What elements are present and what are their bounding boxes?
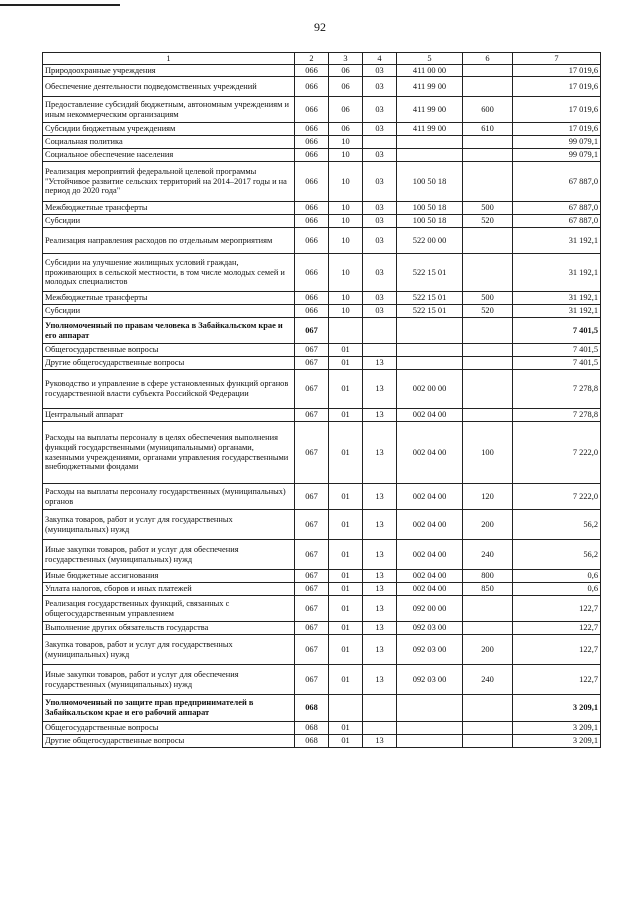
row-name: Иные бюджетные ассигнования bbox=[43, 570, 295, 583]
ministry-code: 067 bbox=[295, 409, 329, 422]
section-code: 01 bbox=[329, 484, 363, 510]
ministry-code: 067 bbox=[295, 596, 329, 622]
subsection-code bbox=[363, 136, 397, 149]
table-row bbox=[43, 149, 601, 162]
target-article-code bbox=[397, 695, 463, 722]
table-row bbox=[43, 123, 601, 136]
expense-type-code: 100 bbox=[463, 422, 513, 484]
table-row bbox=[43, 215, 601, 228]
target-article-code: 100 50 18 bbox=[397, 202, 463, 215]
row-name: Уплата налогов, сборов и иных платежей bbox=[43, 583, 295, 596]
ministry-code: 067 bbox=[295, 422, 329, 484]
row-name: Социальная политика bbox=[43, 136, 295, 149]
table-row bbox=[43, 97, 601, 123]
section-code: 01 bbox=[329, 570, 363, 583]
section-code: 01 bbox=[329, 370, 363, 409]
row-name: Субсидии bbox=[43, 215, 295, 228]
amount: 3 209,1 bbox=[513, 695, 601, 722]
row-name: Субсидии bbox=[43, 305, 295, 318]
expense-type-code bbox=[463, 162, 513, 202]
subsection-code: 03 bbox=[363, 97, 397, 123]
column-header: 6 bbox=[463, 53, 513, 65]
amount: 31 192,1 bbox=[513, 254, 601, 292]
ministry-code: 068 bbox=[295, 722, 329, 735]
expense-type-code bbox=[463, 596, 513, 622]
section-code: 01 bbox=[329, 665, 363, 695]
subsection-code: 13 bbox=[363, 596, 397, 622]
section-code: 01 bbox=[329, 540, 363, 570]
ministry-code: 067 bbox=[295, 357, 329, 370]
table-row bbox=[43, 409, 601, 422]
target-article-code bbox=[397, 318, 463, 344]
expense-type-code bbox=[463, 228, 513, 254]
subsection-code: 13 bbox=[363, 357, 397, 370]
row-name: Иные закупки товаров, работ и услуг для обеспечения государственных (муниципальных) нужд bbox=[43, 540, 295, 570]
subsection-code: 03 bbox=[363, 65, 397, 77]
table-row bbox=[43, 722, 601, 735]
amount: 122,7 bbox=[513, 635, 601, 665]
subsection-code: 13 bbox=[363, 635, 397, 665]
amount: 122,7 bbox=[513, 665, 601, 695]
section-code: 01 bbox=[329, 735, 363, 748]
expense-type-code: 240 bbox=[463, 540, 513, 570]
expense-type-code bbox=[463, 149, 513, 162]
section-code: 10 bbox=[329, 305, 363, 318]
table-row bbox=[43, 422, 601, 484]
expense-type-code bbox=[463, 344, 513, 357]
expense-type-code: 240 bbox=[463, 665, 513, 695]
section-code: 01 bbox=[329, 635, 363, 665]
subsection-code: 03 bbox=[363, 228, 397, 254]
expense-type-code: 200 bbox=[463, 510, 513, 540]
expense-type-code bbox=[463, 735, 513, 748]
amount: 7 401,5 bbox=[513, 357, 601, 370]
expense-type-code: 610 bbox=[463, 123, 513, 136]
top-rule bbox=[0, 4, 120, 6]
table-row bbox=[43, 622, 601, 635]
row-name: Межбюджетные трансферты bbox=[43, 292, 295, 305]
target-article-code bbox=[397, 735, 463, 748]
subsection-code: 13 bbox=[363, 622, 397, 635]
amount: 17 019,6 bbox=[513, 123, 601, 136]
row-name: Закупка товаров, работ и услуг для государственных (муниципальных) нужд bbox=[43, 635, 295, 665]
amount: 122,7 bbox=[513, 622, 601, 635]
target-article-code: 522 15 01 bbox=[397, 305, 463, 318]
section-code: 06 bbox=[329, 123, 363, 136]
column-header: 5 bbox=[397, 53, 463, 65]
amount: 67 887,0 bbox=[513, 215, 601, 228]
subsection-code: 13 bbox=[363, 570, 397, 583]
section-code: 01 bbox=[329, 422, 363, 484]
subsection-code: 13 bbox=[363, 540, 397, 570]
section-code: 10 bbox=[329, 136, 363, 149]
target-article-code: 002 04 00 bbox=[397, 484, 463, 510]
amount: 99 079,1 bbox=[513, 136, 601, 149]
target-article-code: 002 04 00 bbox=[397, 540, 463, 570]
section-code: 06 bbox=[329, 77, 363, 97]
subsection-code: 03 bbox=[363, 292, 397, 305]
expense-type-code bbox=[463, 318, 513, 344]
amount: 99 079,1 bbox=[513, 149, 601, 162]
subsection-code: 13 bbox=[363, 409, 397, 422]
table-row bbox=[43, 162, 601, 202]
target-article-code bbox=[397, 722, 463, 735]
subsection-code: 03 bbox=[363, 305, 397, 318]
ministry-code: 067 bbox=[295, 635, 329, 665]
amount: 7 278,8 bbox=[513, 409, 601, 422]
column-header: 2 bbox=[295, 53, 329, 65]
target-article-code bbox=[397, 357, 463, 370]
amount: 0,6 bbox=[513, 583, 601, 596]
subsection-code: 13 bbox=[363, 422, 397, 484]
ministry-code: 066 bbox=[295, 149, 329, 162]
ministry-code: 066 bbox=[295, 305, 329, 318]
section-code: 10 bbox=[329, 254, 363, 292]
page-number: 92 bbox=[314, 20, 326, 34]
table-row bbox=[43, 202, 601, 215]
table-row bbox=[43, 635, 601, 665]
expense-type-code bbox=[463, 254, 513, 292]
target-article-code: 522 00 00 bbox=[397, 228, 463, 254]
amount: 7 401,5 bbox=[513, 318, 601, 344]
table-row bbox=[43, 695, 601, 722]
row-name: Расходы на выплаты персоналу государственных (муниципальных) органов bbox=[43, 484, 295, 510]
expense-type-code: 600 bbox=[463, 97, 513, 123]
table-row bbox=[43, 570, 601, 583]
row-name: Другие общегосударственные вопросы bbox=[43, 735, 295, 748]
expense-type-code: 200 bbox=[463, 635, 513, 665]
target-article-code: 100 50 18 bbox=[397, 162, 463, 202]
ministry-code: 066 bbox=[295, 215, 329, 228]
amount: 17 019,6 bbox=[513, 77, 601, 97]
expense-type-code bbox=[463, 65, 513, 77]
subsection-code bbox=[363, 722, 397, 735]
subsection-code: 13 bbox=[363, 735, 397, 748]
subsection-code: 03 bbox=[363, 77, 397, 97]
expense-type-code bbox=[463, 695, 513, 722]
table-row bbox=[43, 357, 601, 370]
ministry-code: 066 bbox=[295, 97, 329, 123]
table-row bbox=[43, 305, 601, 318]
subsection-code bbox=[363, 318, 397, 344]
column-header: 7 bbox=[513, 53, 601, 65]
table-row bbox=[43, 77, 601, 97]
section-code bbox=[329, 318, 363, 344]
table-row bbox=[43, 665, 601, 695]
row-name: Закупка товаров, работ и услуг для государственных (муниципальных) нужд bbox=[43, 510, 295, 540]
amount: 3 209,1 bbox=[513, 722, 601, 735]
row-name: Другие общегосударственные вопросы bbox=[43, 357, 295, 370]
row-name: Субсидии на улучшение жилищных условий граждан, проживающих в сельской местности, в том числе молодых семей и молодых специалистов bbox=[43, 254, 295, 292]
column-header: 4 bbox=[363, 53, 397, 65]
table-row bbox=[43, 484, 601, 510]
row-name: Центральный аппарат bbox=[43, 409, 295, 422]
subsection-code: 13 bbox=[363, 370, 397, 409]
target-article-code bbox=[397, 136, 463, 149]
section-code: 10 bbox=[329, 162, 363, 202]
subsection-code: 13 bbox=[363, 510, 397, 540]
section-code: 06 bbox=[329, 65, 363, 77]
expense-type-code: 500 bbox=[463, 202, 513, 215]
table-row bbox=[43, 370, 601, 409]
target-article-code: 002 00 00 bbox=[397, 370, 463, 409]
expense-type-code bbox=[463, 622, 513, 635]
expense-type-code: 520 bbox=[463, 215, 513, 228]
subsection-code: 03 bbox=[363, 202, 397, 215]
row-name: Уполномоченный по защите прав предпринимателей в Забайкальском крае и его рабочий аппарат bbox=[43, 695, 295, 722]
column-header: 3 bbox=[329, 53, 363, 65]
ministry-code: 067 bbox=[295, 583, 329, 596]
subsection-code: 03 bbox=[363, 123, 397, 136]
section-code: 01 bbox=[329, 510, 363, 540]
amount: 3 209,1 bbox=[513, 735, 601, 748]
ministry-code: 067 bbox=[295, 484, 329, 510]
expense-type-code bbox=[463, 77, 513, 97]
table-row bbox=[43, 596, 601, 622]
expense-type-code bbox=[463, 409, 513, 422]
target-article-code: 092 00 00 bbox=[397, 596, 463, 622]
section-code: 10 bbox=[329, 292, 363, 305]
table-row bbox=[43, 136, 601, 149]
subsection-code: 03 bbox=[363, 149, 397, 162]
subsection-code: 13 bbox=[363, 583, 397, 596]
target-article-code: 092 03 00 bbox=[397, 622, 463, 635]
row-name: Обеспечение деятельности подведомственных учреждений bbox=[43, 77, 295, 97]
table-row bbox=[43, 254, 601, 292]
section-code bbox=[329, 695, 363, 722]
section-code: 06 bbox=[329, 97, 363, 123]
ministry-code: 067 bbox=[295, 318, 329, 344]
row-name: Межбюджетные трансферты bbox=[43, 202, 295, 215]
table-row bbox=[43, 540, 601, 570]
row-name: Социальное обеспечение населения bbox=[43, 149, 295, 162]
target-article-code: 522 15 01 bbox=[397, 292, 463, 305]
subsection-code bbox=[363, 695, 397, 722]
row-name: Общегосударственные вопросы bbox=[43, 344, 295, 357]
ministry-code: 066 bbox=[295, 202, 329, 215]
target-article-code: 002 04 00 bbox=[397, 510, 463, 540]
column-header: 1 bbox=[43, 53, 295, 65]
ministry-code: 067 bbox=[295, 622, 329, 635]
row-name: Общегосударственные вопросы bbox=[43, 722, 295, 735]
amount: 31 192,1 bbox=[513, 305, 601, 318]
ministry-code: 067 bbox=[295, 370, 329, 409]
section-code: 01 bbox=[329, 409, 363, 422]
amount: 122,7 bbox=[513, 596, 601, 622]
row-name: Реализация государственных функций, связанных с общегосударственным управлением bbox=[43, 596, 295, 622]
table-row bbox=[43, 344, 601, 357]
row-name: Руководство и управление в сфере установленных функций органов государственной власти субъекта Российской Федерации bbox=[43, 370, 295, 409]
section-code: 01 bbox=[329, 596, 363, 622]
target-article-code: 522 15 01 bbox=[397, 254, 463, 292]
expense-type-code: 120 bbox=[463, 484, 513, 510]
section-code: 10 bbox=[329, 215, 363, 228]
ministry-code: 067 bbox=[295, 570, 329, 583]
ministry-code: 066 bbox=[295, 162, 329, 202]
subsection-code: 03 bbox=[363, 162, 397, 202]
target-article-code: 411 00 00 bbox=[397, 65, 463, 77]
ministry-code: 066 bbox=[295, 254, 329, 292]
ministry-code: 066 bbox=[295, 136, 329, 149]
row-name: Иные закупки товаров, работ и услуг для обеспечения государственных (муниципальных) нужд bbox=[43, 665, 295, 695]
target-article-code: 002 04 00 bbox=[397, 583, 463, 596]
expense-type-code bbox=[463, 357, 513, 370]
ministry-code: 066 bbox=[295, 123, 329, 136]
table-row bbox=[43, 228, 601, 254]
subsection-code bbox=[363, 344, 397, 357]
row-name: Предоставление субсидий бюджетным, автономным учреждениям и иным некоммерческим организациям bbox=[43, 97, 295, 123]
amount: 7 222,0 bbox=[513, 422, 601, 484]
row-name: Реализация направления расходов по отдельным мероприятиям bbox=[43, 228, 295, 254]
subsection-code: 13 bbox=[363, 484, 397, 510]
expense-type-code: 800 bbox=[463, 570, 513, 583]
ministry-code: 067 bbox=[295, 540, 329, 570]
section-code: 10 bbox=[329, 202, 363, 215]
expense-type-code bbox=[463, 722, 513, 735]
row-name: Выполнение других обязательств государства bbox=[43, 622, 295, 635]
target-article-code: 002 04 00 bbox=[397, 570, 463, 583]
amount: 17 019,6 bbox=[513, 97, 601, 123]
budget-table bbox=[42, 52, 601, 748]
table-row bbox=[43, 65, 601, 77]
subsection-code: 13 bbox=[363, 665, 397, 695]
ministry-code: 066 bbox=[295, 292, 329, 305]
target-article-code: 100 50 18 bbox=[397, 215, 463, 228]
ministry-code: 067 bbox=[295, 510, 329, 540]
ministry-code: 067 bbox=[295, 344, 329, 357]
amount: 56,2 bbox=[513, 540, 601, 570]
ministry-code: 066 bbox=[295, 77, 329, 97]
table-row bbox=[43, 735, 601, 748]
target-article-code: 092 03 00 bbox=[397, 635, 463, 665]
expense-type-code bbox=[463, 370, 513, 409]
target-article-code bbox=[397, 149, 463, 162]
target-article-code: 092 03 00 bbox=[397, 665, 463, 695]
target-article-code bbox=[397, 344, 463, 357]
section-code: 10 bbox=[329, 149, 363, 162]
amount: 67 887,0 bbox=[513, 162, 601, 202]
section-code: 01 bbox=[329, 357, 363, 370]
section-code: 01 bbox=[329, 344, 363, 357]
target-article-code: 411 99 00 bbox=[397, 77, 463, 97]
row-name: Расходы на выплаты персоналу в целях обеспечения выполнения функций государственными (муниципальными) органами, казенными учреждениями, органами управления государственными внебюджетными фондами bbox=[43, 422, 295, 484]
table-row bbox=[43, 292, 601, 305]
target-article-code: 002 04 00 bbox=[397, 422, 463, 484]
section-code: 10 bbox=[329, 228, 363, 254]
expense-type-code: 500 bbox=[463, 292, 513, 305]
ministry-code: 067 bbox=[295, 665, 329, 695]
header-row bbox=[43, 53, 601, 65]
table-row bbox=[43, 583, 601, 596]
section-code: 01 bbox=[329, 622, 363, 635]
amount: 17 019,6 bbox=[513, 65, 601, 77]
amount: 7 278,8 bbox=[513, 370, 601, 409]
target-article-code: 002 04 00 bbox=[397, 409, 463, 422]
amount: 31 192,1 bbox=[513, 292, 601, 305]
subsection-code: 03 bbox=[363, 215, 397, 228]
target-article-code: 411 99 00 bbox=[397, 97, 463, 123]
ministry-code: 066 bbox=[295, 228, 329, 254]
ministry-code: 068 bbox=[295, 735, 329, 748]
amount: 67 887,0 bbox=[513, 202, 601, 215]
amount: 56,2 bbox=[513, 510, 601, 540]
section-code: 01 bbox=[329, 583, 363, 596]
section-code: 01 bbox=[329, 722, 363, 735]
expense-type-code: 520 bbox=[463, 305, 513, 318]
expense-type-code bbox=[463, 136, 513, 149]
amount: 31 192,1 bbox=[513, 228, 601, 254]
ministry-code: 066 bbox=[295, 65, 329, 77]
row-name: Природоохранные учреждения bbox=[43, 65, 295, 77]
expense-type-code: 850 bbox=[463, 583, 513, 596]
amount: 7 401,5 bbox=[513, 344, 601, 357]
amount: 0,6 bbox=[513, 570, 601, 583]
table-row bbox=[43, 318, 601, 344]
ministry-code: 068 bbox=[295, 695, 329, 722]
row-name: Реализация мероприятий федеральной целевой программы "Устойчивое развитие сельских территорий на 2014–2017 годы и на период до 2020 года" bbox=[43, 162, 295, 202]
row-name: Субсидии бюджетным учреждениям bbox=[43, 123, 295, 136]
target-article-code: 411 99 00 bbox=[397, 123, 463, 136]
subsection-code: 03 bbox=[363, 254, 397, 292]
table-row bbox=[43, 510, 601, 540]
row-name: Уполномоченный по правам человека в Забайкальском крае и его аппарат bbox=[43, 318, 295, 344]
amount: 7 222,0 bbox=[513, 484, 601, 510]
